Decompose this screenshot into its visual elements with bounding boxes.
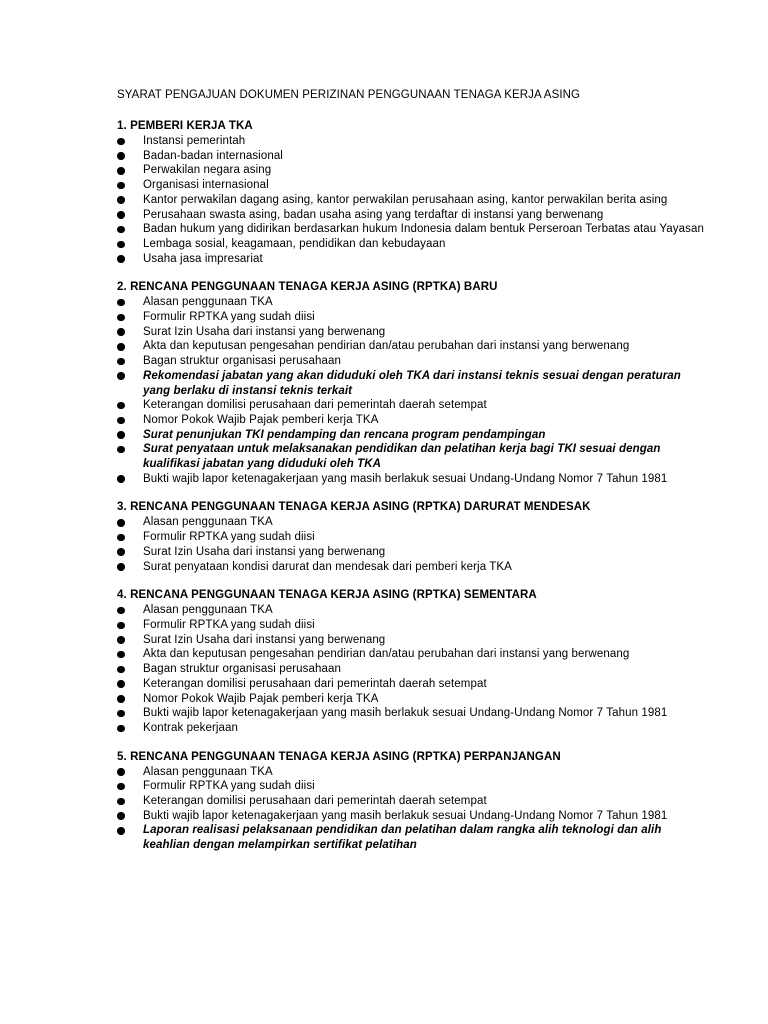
requirement-list xyxy=(117,603,708,735)
list-item xyxy=(117,134,708,149)
section-5 xyxy=(117,750,708,853)
list-item xyxy=(117,325,708,340)
list-item-text: Kontrak pekerjaan xyxy=(143,721,239,734)
bullet-icon xyxy=(117,343,125,351)
list-item xyxy=(117,163,708,178)
bullet-icon xyxy=(117,666,125,674)
bullet-icon xyxy=(117,226,125,234)
bullet-icon xyxy=(117,710,125,718)
bullet-icon xyxy=(117,534,125,542)
bullet-icon xyxy=(117,607,125,615)
list-item xyxy=(117,677,708,692)
list-item xyxy=(117,647,708,662)
list-item-text: Surat penunjukan TKI pendamping dan rencana program pendampingan xyxy=(143,428,546,441)
bullet-icon xyxy=(117,152,125,160)
list-item-text: Usaha jasa impresariat xyxy=(143,252,263,265)
list-item-text: Badan hukum yang didirikan berdasarkan hukum Indonesia dalam bentuk Perseroan Terbatas atau Yayasan xyxy=(143,223,704,236)
list-item-text: Alasan penggunaan TKA xyxy=(143,765,273,778)
bullet-icon xyxy=(117,196,125,204)
section-heading: 1. PEMBERI KERJA TKA xyxy=(117,120,253,132)
list-item xyxy=(117,208,708,223)
list-item xyxy=(117,442,708,471)
list-item-text: Alasan penggunaan TKA xyxy=(143,604,273,617)
list-item-text: Organisasi internasional xyxy=(143,179,269,192)
list-item-text: Lembaga sosial, keagamaan, pendidikan dan kebudayaan xyxy=(143,237,446,250)
list-item xyxy=(117,310,708,325)
list-item xyxy=(117,603,708,618)
list-item-text: Perusahaan swasta asing, badan usaha asing yang terdaftar di instansi yang berwenang xyxy=(143,208,604,221)
list-item xyxy=(117,706,708,721)
list-item-text: Bagan struktur organisasi perusahaan xyxy=(143,663,341,676)
list-item-text: Akta dan keputusan pengesahan pendirian dan/atau perubahan dari instansi yang berwenang xyxy=(143,648,630,661)
list-item xyxy=(117,178,708,193)
bullet-icon xyxy=(117,798,125,806)
list-item xyxy=(117,149,708,164)
bullet-icon xyxy=(117,680,125,688)
section-heading: 5. RENCANA PENGGUNAAN TENAGA KERJA ASING (RPTKA) PERPANJANGAN xyxy=(117,750,561,763)
section-1 xyxy=(117,119,708,266)
list-item-text: Bukti wajib lapor ketenagakerjaan yang masih berlakuk sesuai Undang-Undang Nomor 7 Tahun 1981 xyxy=(143,472,668,485)
bullet-icon xyxy=(117,255,125,263)
list-item xyxy=(117,545,708,560)
bullet-icon xyxy=(117,402,125,410)
bullet-icon xyxy=(117,241,125,249)
bullet-icon xyxy=(117,519,125,527)
list-item-text: Badan-badan internasional xyxy=(143,149,283,162)
list-item xyxy=(117,721,708,736)
bullet-icon xyxy=(117,622,125,630)
list-item xyxy=(117,413,708,428)
bullet-icon xyxy=(117,182,125,190)
list-item xyxy=(117,472,708,487)
section-3 xyxy=(117,500,708,574)
list-item xyxy=(117,193,708,208)
list-item-text: Laporan realisasi pelaksanaan pendidikan dan pelatihan dalam rangka alih teknologi dan alih keahlian dengan melampirkan sertifikat pelatihan xyxy=(143,824,662,852)
list-item-text: Bagan struktur organisasi perusahaan xyxy=(143,355,341,368)
list-item-text: Alasan penggunaan TKA xyxy=(143,516,273,529)
list-item-text: Alasan penggunaan TKA xyxy=(143,296,273,309)
list-item-text: Keterangan domilisi perusahaan dari pemerintah daerah setempat xyxy=(143,795,487,808)
list-item xyxy=(117,354,708,369)
list-item xyxy=(117,618,708,633)
list-item xyxy=(117,809,708,824)
list-item xyxy=(117,222,708,237)
bullet-icon xyxy=(117,211,125,219)
bullet-icon xyxy=(117,783,125,791)
bullet-icon xyxy=(117,548,125,556)
bullet-icon xyxy=(117,475,125,483)
list-item xyxy=(117,765,708,780)
list-item xyxy=(117,237,708,252)
bullet-icon xyxy=(117,695,125,703)
list-item xyxy=(117,633,708,648)
list-item xyxy=(117,530,708,545)
list-item-text: Akta dan keputusan pengesahan pendirian dan/atau perubahan dari instansi yang berwenang xyxy=(143,340,630,353)
list-item xyxy=(117,339,708,354)
bullet-icon xyxy=(117,358,125,366)
document-sections xyxy=(117,119,708,853)
list-item-text: Surat penyataan kondisi darurat dan mendesak dari pemberi kerja TKA xyxy=(143,560,512,573)
list-item-text: Surat penyataan untuk melaksanakan pendidikan dan pelatihan kerja bagi TKI sesuai dengan kualifikasi jabatan yang diduduki oleh TKA xyxy=(143,443,661,471)
requirement-list xyxy=(117,295,708,486)
bullet-icon xyxy=(117,725,125,733)
list-item xyxy=(117,662,708,677)
list-item xyxy=(117,515,708,530)
bullet-icon xyxy=(117,636,125,644)
list-item-text: Kantor perwakilan dagang asing, kantor perwakilan perusahaan asing, kantor perwakilan berita asing xyxy=(143,193,668,206)
list-item-text: Bukti wajib lapor ketenagakerjaan yang masih berlakuk sesuai Undang-Undang Nomor 7 Tahun 1981 xyxy=(143,809,668,822)
bullet-icon xyxy=(117,314,125,322)
document-title: SYARAT PENGAJUAN DOKUMEN PERIZINAN PENGGUNAAN TENAGA KERJA ASING xyxy=(117,89,581,101)
requirement-list xyxy=(117,134,708,266)
list-item xyxy=(117,369,708,398)
list-item xyxy=(117,823,708,852)
list-item-text: Bukti wajib lapor ketenagakerjaan yang masih berlakuk sesuai Undang-Undang Nomor 7 Tahun 1981 xyxy=(143,707,668,720)
bullet-icon xyxy=(117,768,125,776)
bullet-icon xyxy=(117,417,125,425)
bullet-icon xyxy=(117,167,125,175)
bullet-icon xyxy=(117,812,125,820)
section-4 xyxy=(117,588,708,735)
list-item xyxy=(117,428,708,443)
list-item xyxy=(117,295,708,310)
list-item-text: Rekomendasi jabatan yang akan diduduki oleh TKA dari instansi teknis sesuai dengan peraturan yang berlaku di instansi teknis terkait xyxy=(143,369,681,397)
list-item-text: Formulir RPTKA yang sudah diisi xyxy=(143,311,315,324)
list-item xyxy=(117,794,708,809)
section-heading: 4. RENCANA PENGGUNAAN TENAGA KERJA ASING (RPTKA) SEMENTARA xyxy=(117,589,537,602)
list-item-text: Surat Izin Usaha dari instansi yang berwenang xyxy=(143,545,386,558)
list-item-text: Perwakilan negara asing xyxy=(143,164,272,177)
section-2 xyxy=(117,280,708,486)
bullet-icon xyxy=(117,299,125,307)
list-item-text: Nomor Pokok Wajib Pajak pemberi kerja TKA xyxy=(143,413,379,426)
list-item-text: Keterangan domilisi perusahaan dari pemerintah daerah setempat xyxy=(143,399,487,412)
list-item xyxy=(117,779,708,794)
list-item-text: Nomor Pokok Wajib Pajak pemberi kerja TKA xyxy=(143,692,379,705)
requirement-list xyxy=(117,765,708,853)
bullet-icon xyxy=(117,651,125,659)
bullet-icon xyxy=(117,138,125,146)
list-item xyxy=(117,398,708,413)
list-item-text: Keterangan domilisi perusahaan dari pemerintah daerah setempat xyxy=(143,677,487,690)
section-heading: 3. RENCANA PENGGUNAAN TENAGA KERJA ASING (RPTKA) DARURAT MENDESAK xyxy=(117,501,591,514)
list-item xyxy=(117,560,708,575)
list-item-text: Surat Izin Usaha dari instansi yang berwenang xyxy=(143,325,386,338)
list-item-text: Surat Izin Usaha dari instansi yang berwenang xyxy=(143,633,386,646)
bullet-icon xyxy=(117,446,125,454)
list-item xyxy=(117,252,708,267)
list-item-text: Formulir RPTKA yang sudah diisi xyxy=(143,618,315,631)
list-item-text: Formulir RPTKA yang sudah diisi xyxy=(143,780,315,793)
bullet-icon xyxy=(117,563,125,571)
section-heading: 2. RENCANA PENGGUNAAN TENAGA KERJA ASING (RPTKA) BARU xyxy=(117,281,498,294)
bullet-icon xyxy=(117,372,125,380)
bullet-icon xyxy=(117,431,125,439)
requirement-list xyxy=(117,515,708,574)
list-item xyxy=(117,692,708,707)
bullet-icon xyxy=(117,827,125,835)
list-item-text: Formulir RPTKA yang sudah diisi xyxy=(143,531,315,544)
list-item-text: Instansi pemerintah xyxy=(143,135,246,147)
bullet-icon xyxy=(117,328,125,336)
